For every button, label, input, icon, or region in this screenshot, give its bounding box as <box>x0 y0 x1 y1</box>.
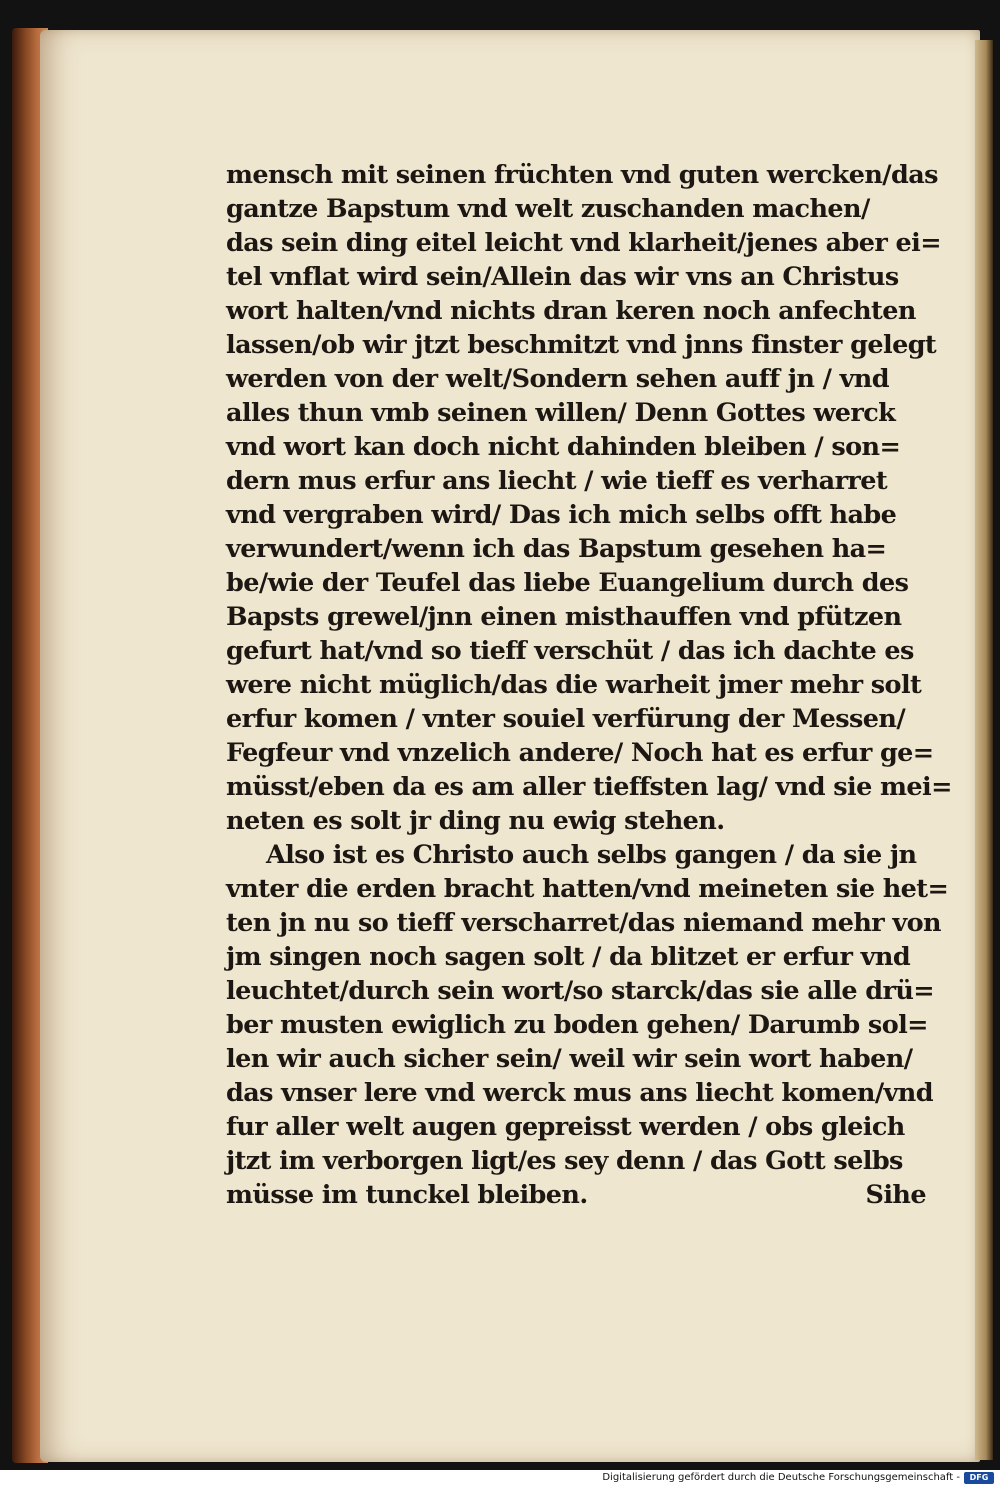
text-line: verwundert/wenn ich das Bapstum gesehen ha= <box>226 534 887 564</box>
text-line: Bapsts grewel/jnn einen misthauffen vnd pfützen <box>226 602 902 632</box>
funding-credit: Digitalisierung gefördert durch die Deutsche Forschungsgemeinschaft - <box>602 1472 960 1483</box>
text-line: ber musten ewiglich zu boden gehen/ Darumb sol= <box>226 1010 928 1040</box>
text-line: were nicht müglich/das die warheit jmer mehr solt <box>226 670 922 700</box>
text-line: fur aller welt augen gepreisst werden / obs gleich <box>226 1112 905 1142</box>
text-line: neten es solt jr ding nu ewig stehen. <box>226 806 725 836</box>
dfg-logo: DFG <box>964 1472 994 1484</box>
text-line: wort halten/vnd nichts dran keren noch anfechten <box>226 296 916 326</box>
page-text-block <box>226 158 952 1212</box>
text-line: jm singen noch sagen solt / da blitzet er erfur vnd <box>226 942 911 972</box>
text-line: vnd vergraben wird/ Das ich mich selbs offt habe <box>226 500 897 530</box>
text-line: dern mus erfur ans liecht / wie tieff es verharret <box>226 466 888 496</box>
text-line: vnter die erden bracht hatten/vnd meineten sie het= <box>226 874 949 904</box>
text-line-indented: Also ist es Christo auch selbs gangen / da sie jn <box>266 840 917 870</box>
text-line: be/wie der Teufel das liebe Euangelium durch des <box>226 568 909 598</box>
last-line-with-catchword <box>226 1178 926 1212</box>
text-line: leuchtet/durch sein wort/so starck/das sie alle drü= <box>226 976 935 1006</box>
page-right-edge <box>975 40 993 1460</box>
catchword: Sihe <box>865 1180 926 1210</box>
text-line: lassen/ob wir jtzt beschmitzt vnd jnns finster gelegt <box>226 330 937 360</box>
text-line: mensch mit seinen früchten vnd guten wercken/das <box>226 160 938 190</box>
text-line: jtzt im verborgen ligt/es sey denn / das Gott selbs <box>226 1146 903 1176</box>
text-line: alles thun vmb seinen willen/ Denn Gottes werck <box>226 398 896 428</box>
text-line: tel vnflat wird sein/Allein das wir vns an Christus <box>226 262 899 292</box>
text-line: vnd wort kan doch nicht dahinden bleiben / son= <box>226 432 901 462</box>
last-text-line: müsse im tunckel bleiben. <box>226 1180 588 1210</box>
text-line: das sein ding eitel leicht vnd klarheit/jenes aber ei= <box>226 228 941 258</box>
text-line: werden von der welt/Sondern sehen auff jn / vnd <box>226 364 889 394</box>
text-line: len wir auch sicher sein/ weil wir sein wort haben/ <box>226 1044 913 1074</box>
text-line: gefurt hat/vnd so tieff verschüt / das ich dachte es <box>226 636 914 666</box>
text-line: Fegfeur vnd vnzelich andere/ Noch hat es erfur ge= <box>226 738 934 768</box>
text-line: gantze Bapstum vnd welt zuschanden machen/ <box>226 194 870 224</box>
text-line: müsst/eben da es am aller tieffsten lag/ vnd sie mei= <box>226 772 952 802</box>
text-line: ten jn nu so tieff verscharret/das niemand mehr von <box>226 908 941 938</box>
text-line: erfur komen / vnter souiel verfürung der Messen/ <box>226 704 906 734</box>
text-line: das vnser lere vnd werck mus ans liecht komen/vnd <box>226 1078 933 1108</box>
